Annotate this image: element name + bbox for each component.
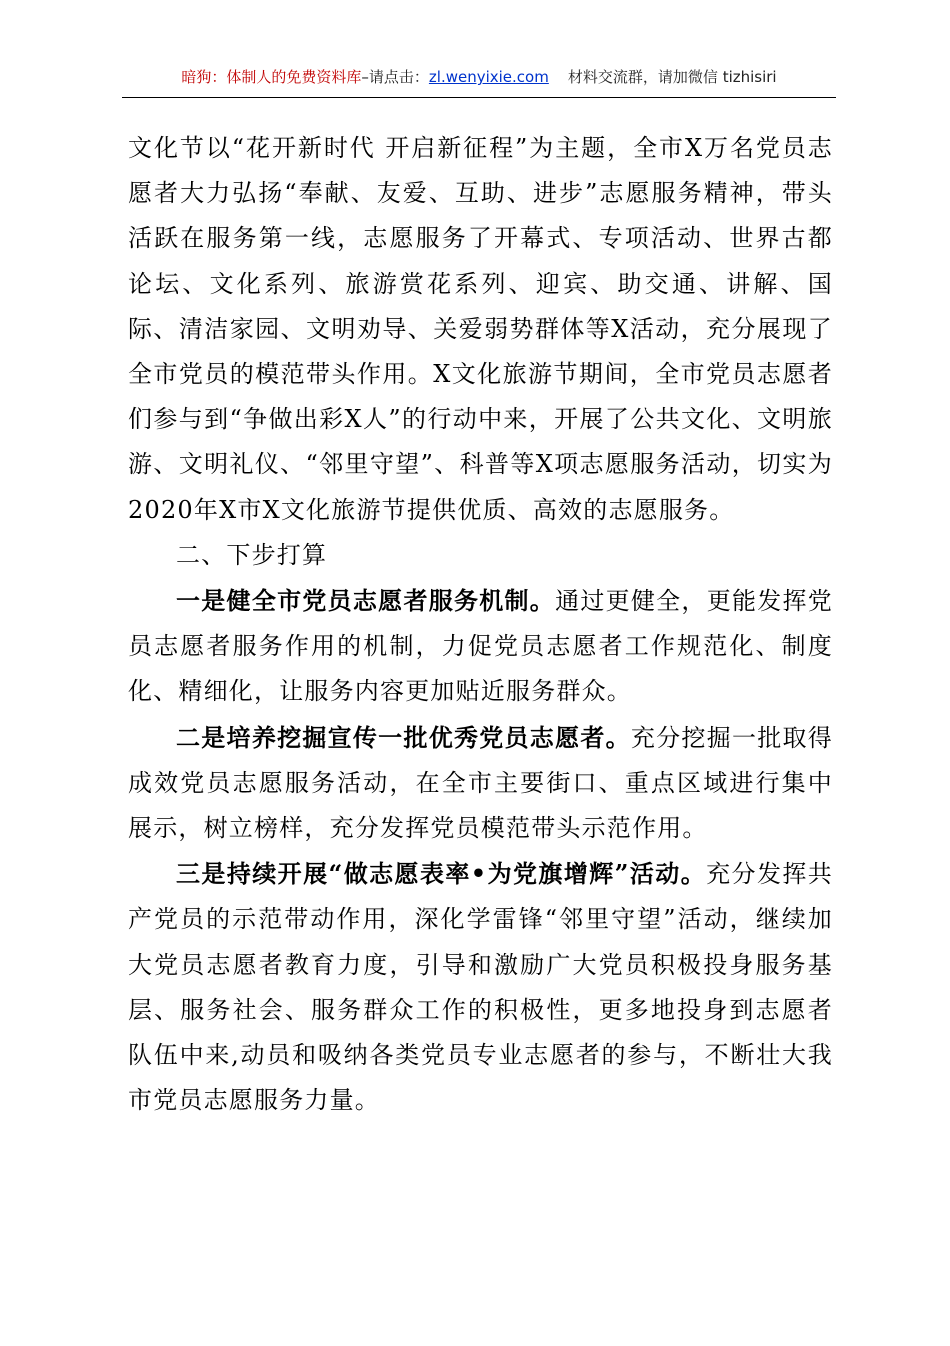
plan-item-2-title: 二是培养挖掘宣传一批优秀党员志愿者。 [176, 722, 631, 752]
section-heading: 二、下步打算 [176, 540, 328, 569]
plan-item-3-title: 三是持续开展“做志愿表率•为党旗增辉”活动。 [176, 859, 707, 889]
body-paragraph: 文化节以“花开新时代 开启新征程”为主题，全市X万名党员志愿者大力弘扬“奉献、友爱、互助、进步”志愿服务精神，带头活跃在服务第一线，志愿服务了开幕式、专项活动、世界古都论坛、文化系列、旅游赏花系列、迎宾、助交通、讲解、国际、清洁家园、文明劝导、关爱弱势群体等X活动，充分展现了全市党员的模范带头作用。X文化旅游节期间，全市党员志愿者们参与到“争做出彩X人”的行动中来，开展了公共文化、文明旅游、文明礼仪、“邻里守望”、科普等X项志愿服务活动，切实为2020年X市X文化旅游节提供优质、高效的志愿服务。 [128, 134, 833, 524]
plan-item-1-title: 一是健全市党员志愿者服务机制。 [176, 586, 556, 616]
page-header [122, 62, 836, 98]
plan-item-3 [128, 851, 833, 1123]
header-site-name: 暗狗：体制人的免费资料库 [181, 68, 362, 86]
header-click-prompt: –请点击： [361, 68, 429, 86]
plan-item-1-text: 通过更健全，更能发挥党员志愿者服务作用的机制，力促党员志愿者工作规范化、制度化、精细化，让服务内容更加贴近服务群众。 [128, 587, 833, 706]
plan-item-2-text: 充分挖掘一批取得成效党员志愿服务活动，在全市主要街口、重点区域进行集中展示，树立榜样，充分发挥党员模范带头示范作用。 [128, 723, 833, 843]
header-link[interactable]: zl.wenyixie.com [428, 68, 549, 86]
header-wechat-note: 材料交流群，请加微信 tizhisiri [567, 68, 777, 86]
document-body [128, 126, 833, 1123]
plan-item-1 [128, 578, 833, 715]
plan-item-2 [128, 715, 833, 852]
plan-item-3-text: 充分发挥共产党员的示范带动作用，深化学雷锋“邻里守望”活动，继续加大党员志愿者教育力度，引导和激励广大党员积极投身服务基层、服务社会、服务群众工作的积极性，更多地投身到志愿者队伍中来,动员和吸纳各类党员专业志愿者的参与，不断壮大我市党员志愿服务力量。 [128, 860, 833, 1115]
